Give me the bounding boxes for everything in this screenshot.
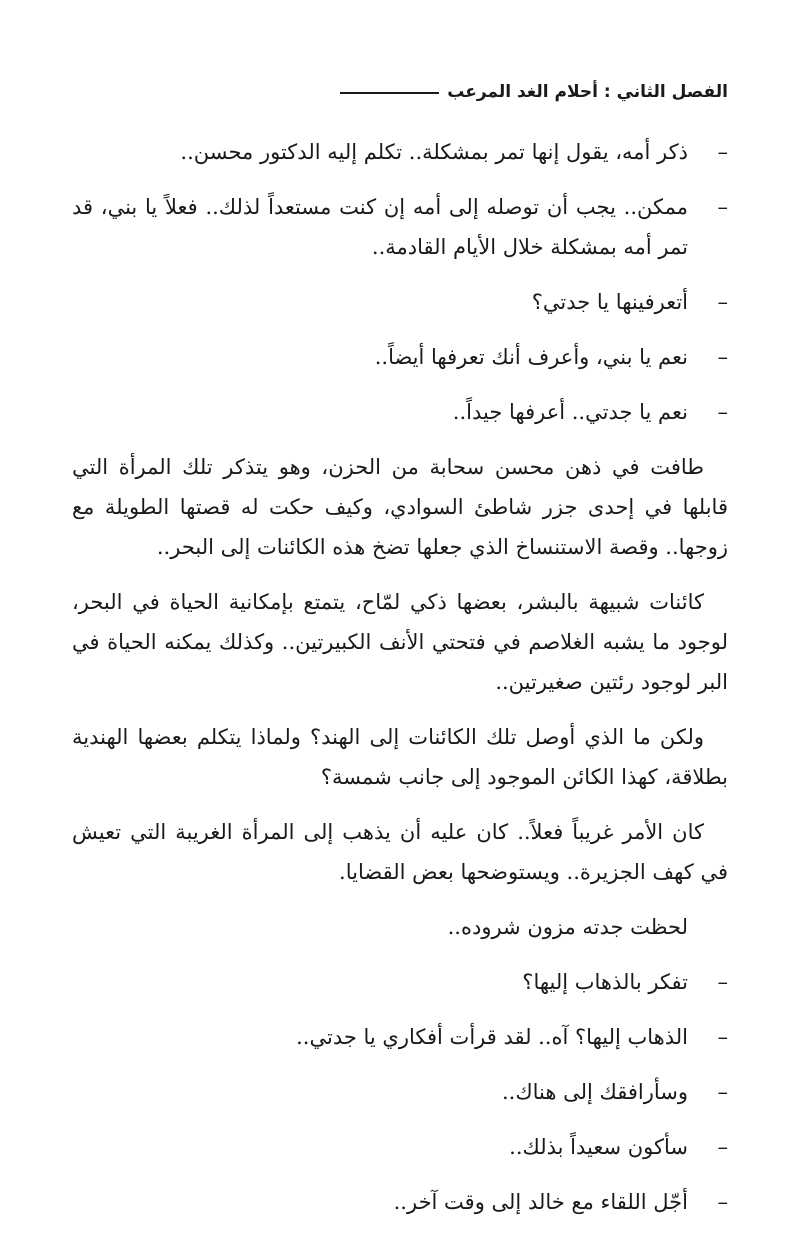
narrative-paragraph: كان الأمر غريباً فعلاً.. كان عليه أن يذهب إلى المرأة الغريبة التي تعيش في كهف الجزيرة.. ويستوضحها بعض القضايا. bbox=[72, 820, 728, 884]
dialogue-dash: – bbox=[717, 970, 728, 994]
dialogue-line bbox=[72, 1127, 728, 1167]
dialogue-text: وسأرافقك إلى هناك.. bbox=[501, 1080, 688, 1104]
chapter-title: الفصل الثاني : أحلام الغد المرعب bbox=[447, 82, 728, 102]
dialogue-dash: – bbox=[717, 1135, 728, 1159]
dialogue-text: ذكر أمه، يقول إنها تمر بمشكلة.. تكلم إليه الدكتور محسن.. bbox=[180, 140, 688, 164]
dialogue-dash: – bbox=[717, 140, 728, 164]
dialogue-text: أتعرفينها يا جدتي؟ bbox=[531, 290, 688, 314]
running-header bbox=[340, 80, 728, 104]
dialogue-line bbox=[72, 392, 728, 432]
dialogue-text: ممكن.. يجب أن توصله إلى أمه إن كنت مستعداً لذلك.. فعلاً يا بني، قد تمر أمه بمشكلة خلال الأيام القادمة.. bbox=[72, 195, 688, 259]
dialogue-text: نعم يا جدتي.. أعرفها جيداً.. bbox=[452, 400, 688, 424]
dialogue-dash: – bbox=[717, 195, 728, 219]
dialogue-dash: – bbox=[717, 290, 728, 314]
dialogue-dash: – bbox=[717, 345, 728, 369]
dialogue-line bbox=[72, 337, 728, 377]
dialogue-text: تفكر بالذهاب إليها؟ bbox=[522, 970, 688, 994]
dialogue-dash: – bbox=[717, 1025, 728, 1049]
dialogue-dash: – bbox=[717, 1190, 728, 1214]
dialogue-line bbox=[72, 132, 728, 172]
narrative-paragraph: كائنات شبيهة بالبشر، بعضها ذكي لمّاح، يتمتع بإمكانية الحياة في البحر، لوجود ما يشبه الغلاصم في فتحتي الأنف الكبيرتين.. وكذلك يمكنه الحياة في البر لوجود رئتين صغيرتين.. bbox=[72, 590, 728, 694]
dialogue-dash: – bbox=[717, 1080, 728, 1104]
dialogue-line bbox=[72, 1017, 728, 1057]
narrative-paragraph: طافت في ذهن محسن سحابة من الحزن، وهو يتذكر تلك المرأة التي قابلها في إحدى جزر شاطئ السوادي، وكيف حكت له قصتها الطويلة مع زوجها.. وقصة الاستنساخ الذي جعلها تضخ هذه الكائنات إلى البحر.. bbox=[72, 455, 728, 559]
dialogue-text: أجّل اللقاء مع خالد إلى وقت آخر.. bbox=[393, 1190, 688, 1214]
dialogue-line bbox=[72, 1182, 728, 1222]
dialogue-line bbox=[72, 962, 728, 1002]
narrative-paragraph: ولكن ما الذي أوصل تلك الكائنات إلى الهند؟ ولماذا يتكلم بعضها الهندية بطلاقة، كهذا الكائن الموجود إلى جانب شمسة؟ bbox=[72, 725, 728, 789]
narrative-line: لحظت جدته مزون شروده.. bbox=[447, 915, 688, 939]
dialogue-line bbox=[72, 1072, 728, 1112]
page-body bbox=[72, 132, 728, 1237]
header-rule bbox=[340, 92, 439, 94]
dialogue-line bbox=[72, 282, 728, 322]
dialogue-text: نعم يا بني، وأعرف أنك تعرفها أيضاً.. bbox=[374, 345, 688, 369]
dialogue-dash: – bbox=[717, 400, 728, 424]
dialogue-text: سأكون سعيداً بذلك.. bbox=[509, 1135, 688, 1159]
dialogue-line bbox=[72, 187, 728, 267]
dialogue-text: الذهاب إليها؟ آه.. لقد قرأت أفكاري يا جدتي.. bbox=[296, 1025, 688, 1049]
